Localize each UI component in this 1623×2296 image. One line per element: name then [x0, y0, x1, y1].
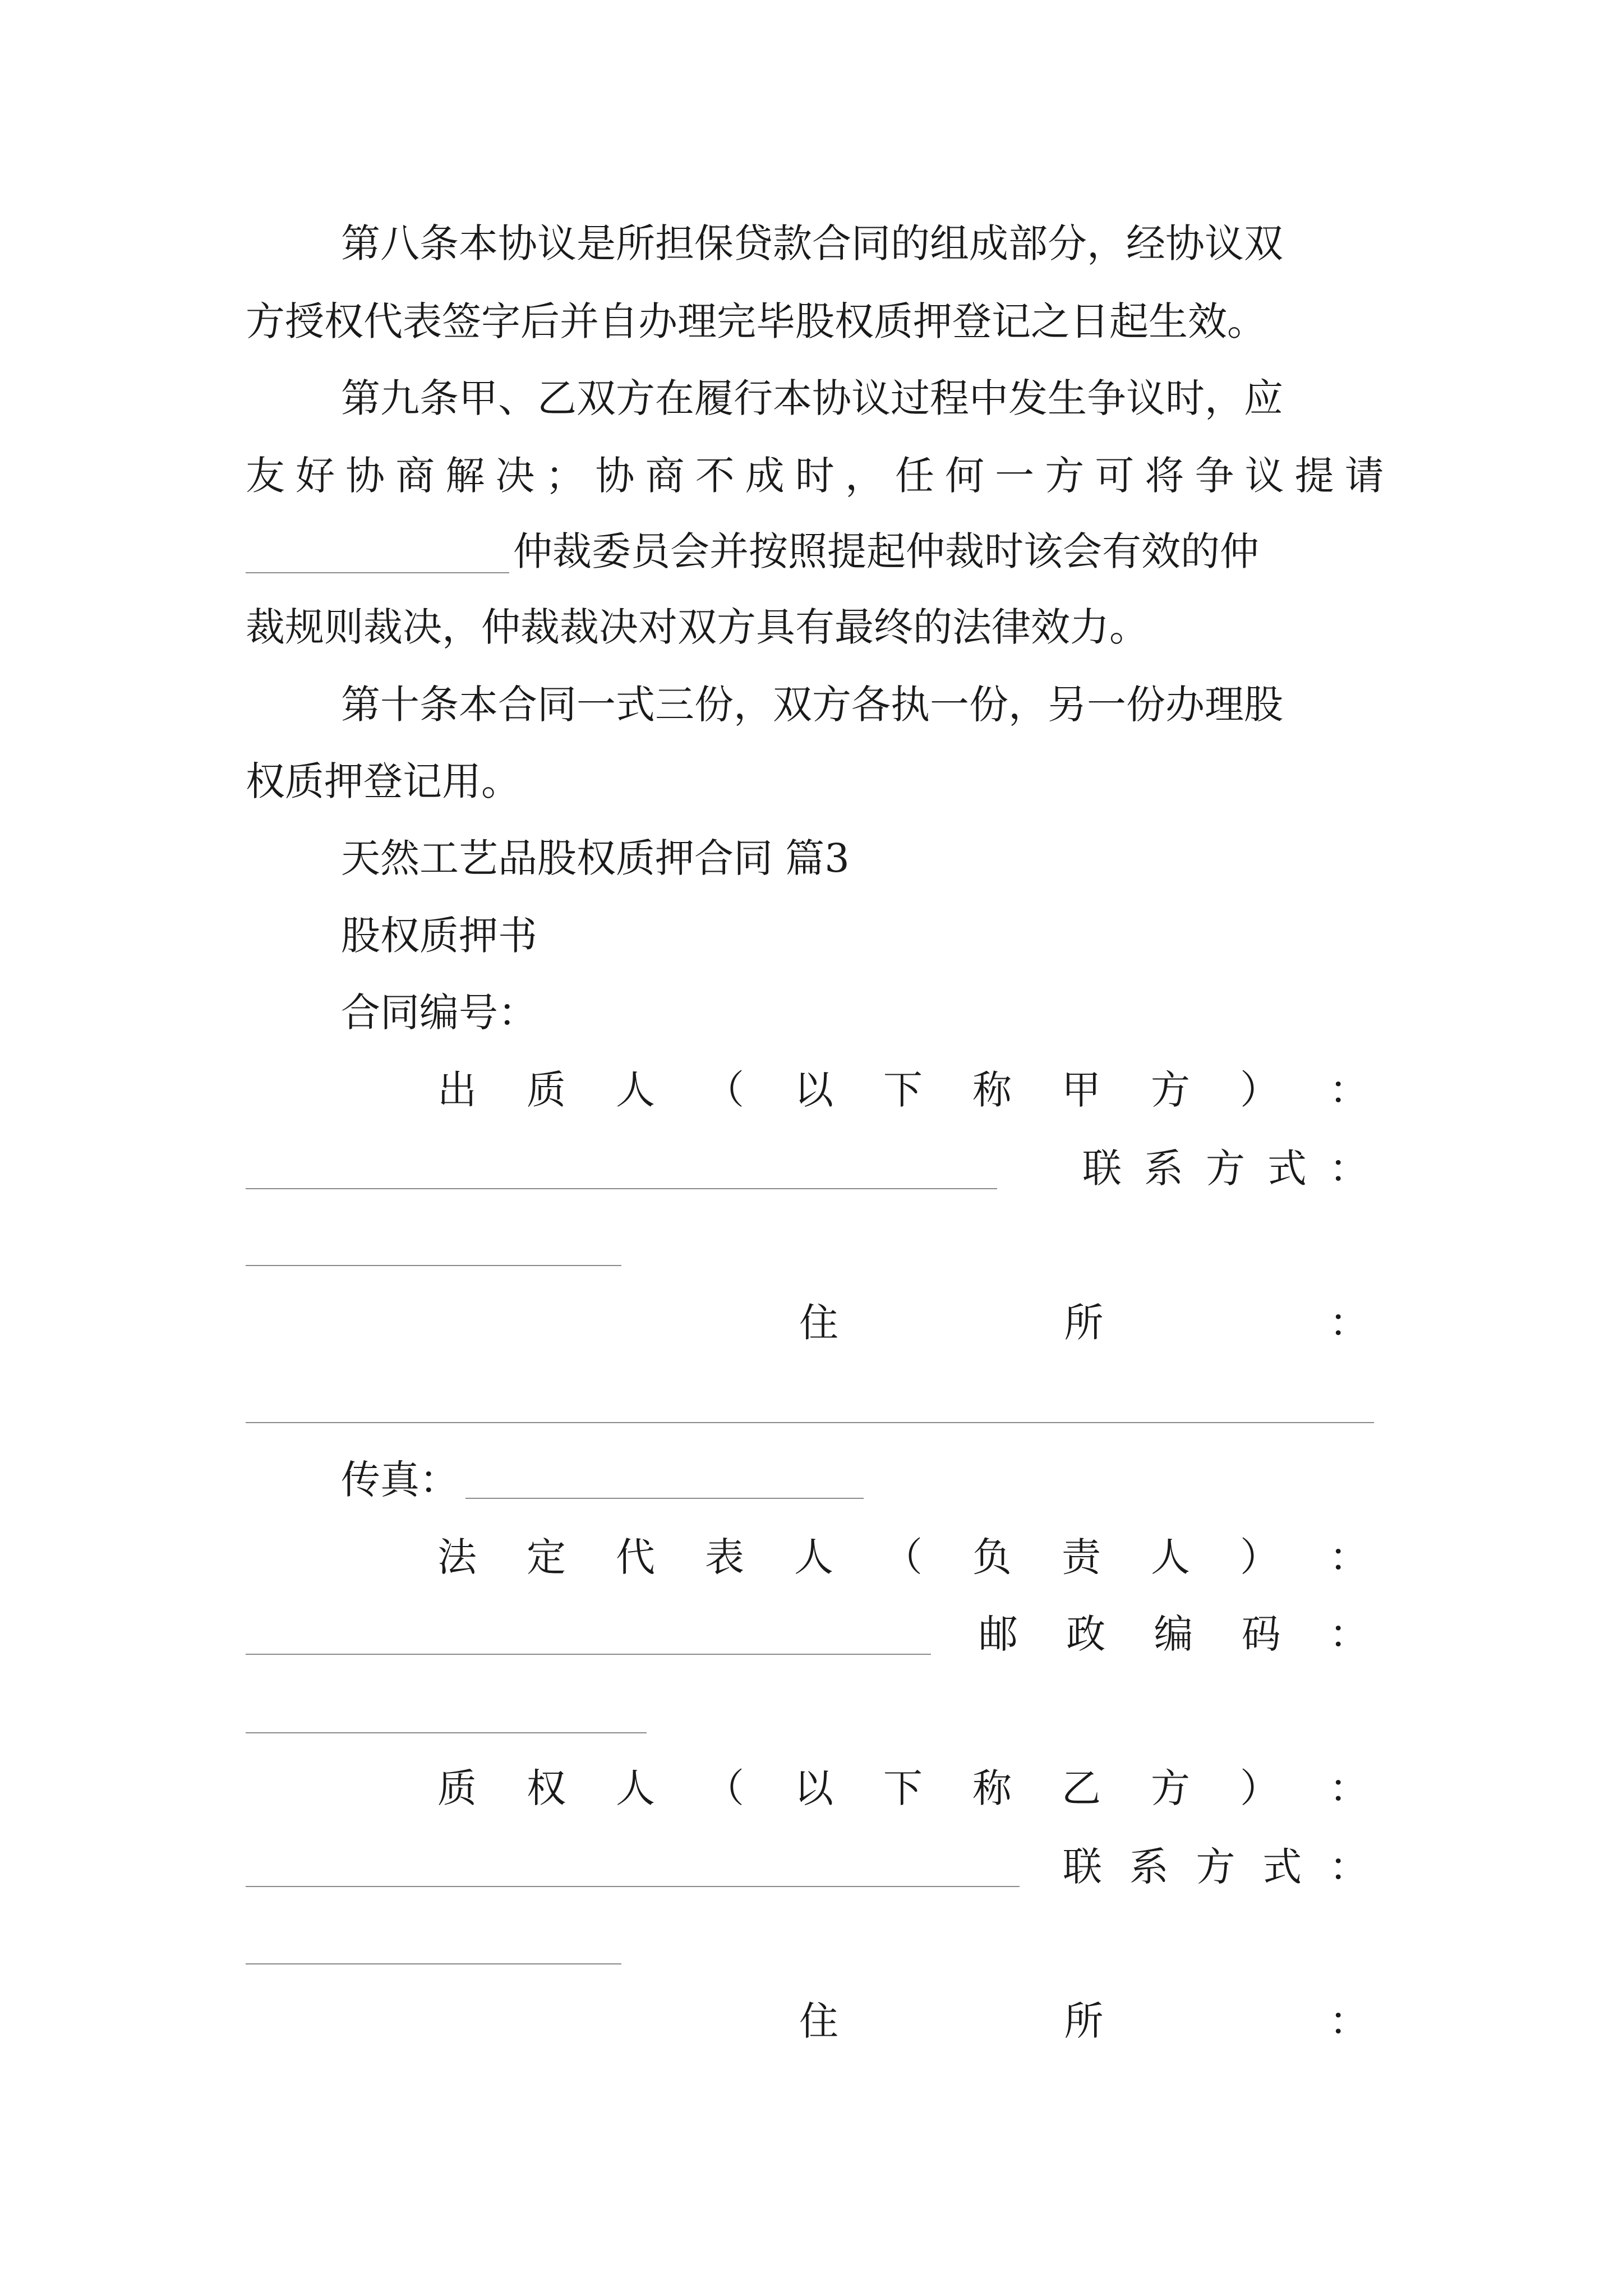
pledgee-label-char: ： — [1329, 1765, 1368, 1811]
legal-representative-char: 人 — [794, 1534, 833, 1580]
pledgor-label-char: 方 — [1151, 1067, 1190, 1113]
pledgor-label-char: 甲 — [1062, 1067, 1101, 1113]
legal-representative-blank — [246, 1654, 931, 1655]
pledgor-label-char: 称 — [972, 1067, 1012, 1113]
pledgee-contact-label — [1063, 1840, 1368, 1894]
article-9-line-2-char: 协 — [345, 453, 385, 499]
fax-label: 传真： — [341, 1457, 459, 1503]
postcode-char: 政 — [1066, 1611, 1106, 1657]
document-title: 股权质押书 — [341, 913, 537, 959]
postcode-char: 邮 — [979, 1611, 1018, 1657]
postcode-blank — [246, 1732, 647, 1733]
pledgor-contact-label — [1082, 1142, 1368, 1195]
pledgee-address-label — [799, 1994, 1368, 2048]
fax-blank — [465, 1498, 864, 1499]
pledgor-label — [437, 1063, 1368, 1117]
article-9-line-2-char: 商 — [395, 453, 435, 499]
pledgee-label-char: 方 — [1151, 1765, 1190, 1811]
pledgor-contact-char: 联 — [1082, 1145, 1122, 1191]
article-9-line-1: 第九条甲、乙双方在履行本协议过程中发生争议时，应 — [341, 375, 1283, 421]
section-title: 天然工艺品股权质押合同 篇3 — [341, 835, 850, 881]
article-9-line-2-char: 一 — [995, 453, 1035, 499]
legal-representative-char: ） — [1240, 1534, 1279, 1580]
article-9-line-2-char: ， — [845, 453, 884, 499]
pledgor-contact-char: ： — [1329, 1145, 1368, 1191]
pledgee-contact-char: 式 — [1262, 1844, 1302, 1890]
legal-representative-label — [437, 1530, 1368, 1584]
pledgee-label-char: 人 — [616, 1765, 655, 1811]
pledgee-contact-blank — [246, 1963, 621, 1964]
article-9-line-2-char: 友 — [246, 453, 285, 499]
article-9-line-2-char: 好 — [296, 453, 335, 499]
pledgor-address-char: 住 — [799, 1300, 838, 1346]
postcode-char: 码 — [1241, 1611, 1281, 1657]
article-8-line-1: 第八条本协议是所担保贷款合同的组成部分，经协议双 — [341, 220, 1283, 266]
legal-representative-char: 人 — [1151, 1534, 1190, 1580]
article-9-line-2-char: 提 — [1294, 453, 1334, 499]
article-9-line-2 — [246, 449, 1384, 503]
pledgee-contact-char: 联 — [1063, 1844, 1102, 1890]
article-9-line-2-char: 成 — [745, 453, 785, 499]
pledgee-label-char: 权 — [527, 1765, 566, 1811]
pledgor-label-char: 以 — [794, 1067, 833, 1113]
article-9-line-2-char: 决 — [495, 453, 535, 499]
pledgor-contact-blank — [246, 1265, 621, 1266]
pledgor-contact-char: 系 — [1144, 1145, 1183, 1191]
pledgor-contact-char: 式 — [1267, 1145, 1307, 1191]
pledgee-address-char: 住 — [799, 1998, 838, 2044]
article-9-line-2-char: 解 — [445, 453, 485, 499]
pledgor-address-char: 所 — [1064, 1300, 1104, 1346]
article-9-line-2-char: ； — [545, 453, 585, 499]
pledgee-address-char: 所 — [1064, 1998, 1104, 2044]
pledgee-label-char: （ — [705, 1765, 744, 1811]
arbitration-blank — [246, 572, 509, 573]
pledgor-address-blank — [246, 1422, 1374, 1423]
legal-representative-char: 责 — [1062, 1534, 1101, 1580]
legal-representative-char: 定 — [527, 1534, 566, 1580]
pledgee-contact-char: ： — [1329, 1844, 1368, 1890]
pledgor-label-char: 人 — [616, 1067, 655, 1113]
article-9-line-2-char: 何 — [945, 453, 985, 499]
article-9-line-2-char: 协 — [595, 453, 635, 499]
pledgee-address-char: ： — [1329, 1998, 1368, 2044]
article-10-line-2: 权质押登记用。 — [246, 758, 520, 804]
pledgee-label-char: 乙 — [1062, 1765, 1101, 1811]
pledgee-label-char: 下 — [883, 1765, 923, 1811]
article-9-line-2-char: 方 — [1045, 453, 1085, 499]
postcode-char: ： — [1329, 1611, 1368, 1657]
contract-number-label: 合同编号： — [341, 990, 537, 1036]
pledgor-label-char: （ — [705, 1067, 744, 1113]
legal-representative-char: 负 — [972, 1534, 1012, 1580]
legal-representative-char: （ — [883, 1534, 923, 1580]
pledgee-label — [437, 1761, 1368, 1815]
postcode-char: 编 — [1154, 1611, 1193, 1657]
pledgee-label-char: 以 — [794, 1765, 833, 1811]
article-9-line-2-char: 商 — [645, 453, 685, 499]
pledgee-label-char: ） — [1240, 1765, 1279, 1811]
article-9-line-2-char: 时 — [795, 453, 834, 499]
article-9-line-4: 裁规则裁决，仲裁裁决对双方具有最终的法律效力。 — [246, 604, 1149, 650]
legal-representative-char: 法 — [437, 1534, 477, 1580]
pledgor-address-label — [799, 1296, 1368, 1350]
legal-representative-char: ： — [1329, 1534, 1368, 1580]
article-9-line-2-char: 争 — [1195, 453, 1234, 499]
pledgor-name-blank — [246, 1188, 997, 1189]
pledgee-contact-char: 系 — [1129, 1844, 1169, 1890]
article-8-line-2: 方授权代表签字后并自办理完毕股权质押登记之日起生效。 — [246, 298, 1266, 344]
pledgor-label-char: 出 — [437, 1067, 477, 1113]
pledgee-label-char: 质 — [437, 1765, 477, 1811]
pledgor-address-char: ： — [1329, 1300, 1368, 1346]
pledgee-label-char: 称 — [972, 1765, 1012, 1811]
pledgee-name-blank — [246, 1886, 1020, 1887]
article-9-line-3: 仲裁委员会并按照提起仲裁时该会有效的仲 — [513, 528, 1259, 574]
article-9-line-2-char: 不 — [695, 453, 735, 499]
legal-representative-char: 表 — [705, 1534, 744, 1580]
article-9-line-2-char: 请 — [1344, 453, 1384, 499]
article-9-line-2-char: 任 — [895, 453, 935, 499]
article-9-line-2-char: 将 — [1145, 453, 1184, 499]
article-9-line-2-char: 可 — [1095, 453, 1135, 499]
pledgee-contact-char: 方 — [1196, 1844, 1235, 1890]
pledgor-label-char: 质 — [527, 1067, 566, 1113]
article-10-line-1: 第十条本合同一式三份，双方各执一份，另一份办理股 — [341, 682, 1283, 728]
pledgor-label-char: 下 — [883, 1067, 923, 1113]
legal-representative-char: 代 — [616, 1534, 655, 1580]
article-9-line-2-char: 议 — [1244, 453, 1284, 499]
pledgor-contact-char: 方 — [1206, 1145, 1245, 1191]
pledgor-label-char: ） — [1240, 1067, 1279, 1113]
pledgor-label-char: ： — [1329, 1067, 1368, 1113]
postcode-label — [979, 1607, 1368, 1661]
